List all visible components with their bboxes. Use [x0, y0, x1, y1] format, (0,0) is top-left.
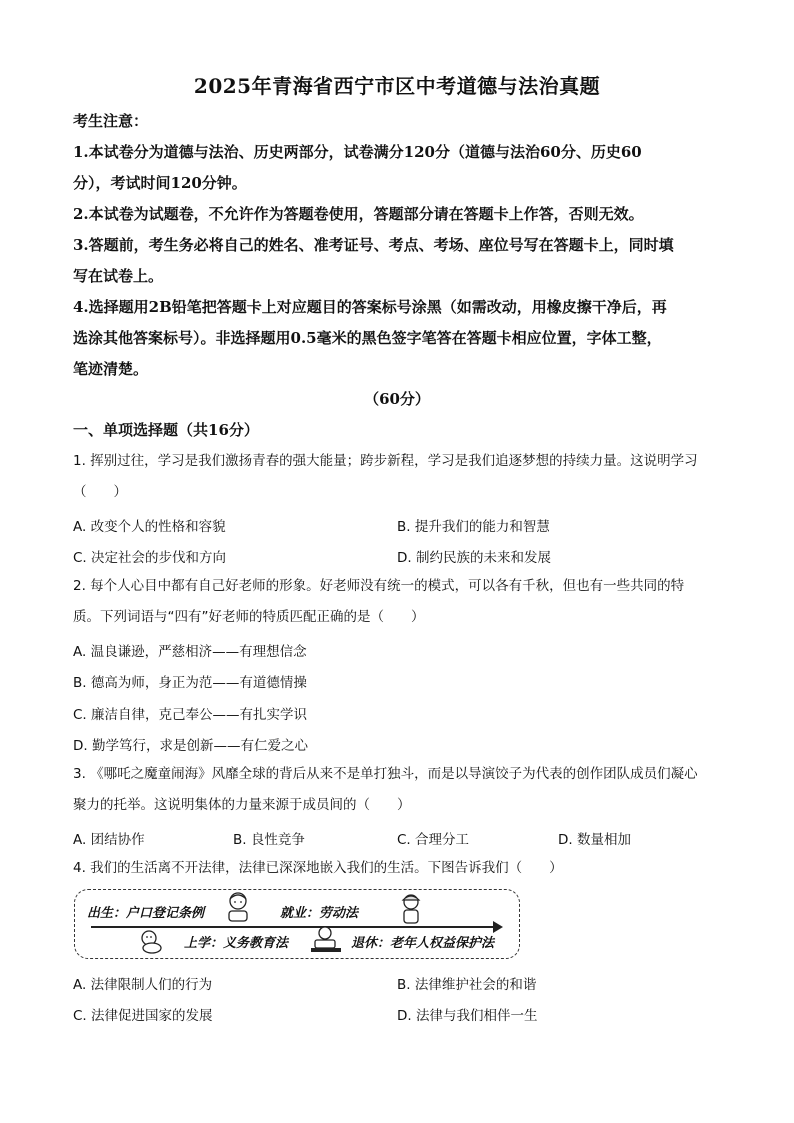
retire-label: 退休：老年人权益保护法	[351, 936, 495, 951]
notice-line: 写在试卷上。	[73, 267, 164, 285]
question-stem: 3. 《哪吒之魔童闹海》风靡全球的背后从来不是单打独斗，而是以导演饺子为代表的创作团队成员们凝心	[73, 766, 698, 782]
student-icon	[223, 890, 253, 922]
section-heading: 一、单项选择题（共16分）	[73, 421, 259, 439]
timeline-arrowhead	[493, 921, 503, 933]
notice-line: 选涂其他答案标号）。非选择题用0.5毫米的黑色签字笔答在答题卡相应位置，字体工整，	[73, 329, 662, 347]
question-stem: 1. 挥别过往，学习是我们激扬青春的强大能量；跨步新程，学习是我们追逐梦想的持续力量。这说明学习	[73, 453, 698, 469]
q1-option-a: A. 改变个人的性格和容貌	[73, 519, 226, 535]
worker-icon	[397, 892, 425, 924]
notice-line: 分），考试时间120分钟。	[73, 174, 247, 192]
question-2	[73, 571, 723, 633]
birth-label: 出生：户口登记条例	[87, 906, 205, 921]
notice-line: 3.答题前，考生务必将自己的姓名、准考证号、考点、考场、座位号写在答题卡上，同时填	[73, 236, 674, 254]
baby-icon	[137, 928, 165, 954]
q3-option-a: A. 团结协作	[73, 832, 145, 848]
elder-icon	[309, 924, 343, 954]
part-score: （60分）	[364, 390, 430, 408]
q1-option-c: C. 决定社会的步伐和方向	[73, 550, 227, 566]
exam-notice	[73, 106, 713, 385]
question-stem: 2. 每个人心目中都有自己好老师的形象。好老师没有统一的模式，可以各有千秋，但也有一些共同的特	[73, 578, 685, 594]
q4-option-a: A. 法律限制人们的行为	[73, 977, 213, 993]
q2-option-d: D. 勤学笃行，求是创新——有仁爱之心	[73, 738, 308, 754]
notice-heading: 考生注意：	[73, 112, 149, 130]
question-4	[73, 853, 723, 884]
question-1	[73, 446, 723, 508]
q2-option-c: C. 廉洁自律，克己奉公——有扎实学识	[73, 707, 308, 723]
page-title: 2025年青海省西宁市区中考道德与法治真题	[193, 74, 601, 98]
q4-option-b: B. 法律维护社会的和谐	[397, 977, 537, 993]
question-stem: 4. 我们的生活离不开法律，法律已深深地嵌入我们的生活。下图告诉我们（ ）	[73, 860, 563, 876]
q4-option-c: C. 法律促进国家的发展	[73, 1008, 213, 1024]
q4-option-d: D. 法律与我们相伴一生	[397, 1008, 538, 1024]
q1-option-b: B. 提升我们的能力和智慧	[397, 519, 550, 535]
question-stem: 质。下列词语与“四有”好老师的特质匹配正确的是（ ）	[73, 609, 425, 625]
q3-option-b: B. 良性竞争	[233, 832, 305, 848]
school-label: 上学：义务教育法	[184, 936, 289, 951]
q3-option-d: D. 数量相加	[558, 832, 631, 848]
notice-line: 4.选择题用2B铅笔把答题卡上对应题目的答案标号涂黑（如需改动，用橡皮擦干净后，再	[73, 298, 667, 316]
question-3	[73, 759, 723, 821]
notice-line: 1.本试卷分为道德与法治、历史两部分，试卷满分120分（道德与法治60分、历史60	[73, 143, 642, 161]
notice-line: 笔迹清楚。	[73, 360, 149, 378]
q2-option-a: A. 温良谦逊，严慈相济——有理想信念	[73, 644, 307, 660]
work-label: 就业：劳动法	[280, 906, 359, 921]
q1-option-d: D. 制约民族的未来和发展	[397, 550, 551, 566]
question-stem: 聚力的托举。这说明集体的力量来源于成员间的（ ）	[73, 797, 411, 813]
law-life-diagram	[74, 889, 520, 959]
notice-line: 2.本试卷为试题卷，不允许作为答题卷使用，答题部分请在答题卡上作答，否则无效。	[73, 205, 644, 223]
question-stem: （ ）	[73, 484, 127, 500]
q3-option-c: C. 合理分工	[397, 832, 470, 848]
q2-option-b: B. 德高为师，身正为范——有道德情操	[73, 675, 307, 691]
